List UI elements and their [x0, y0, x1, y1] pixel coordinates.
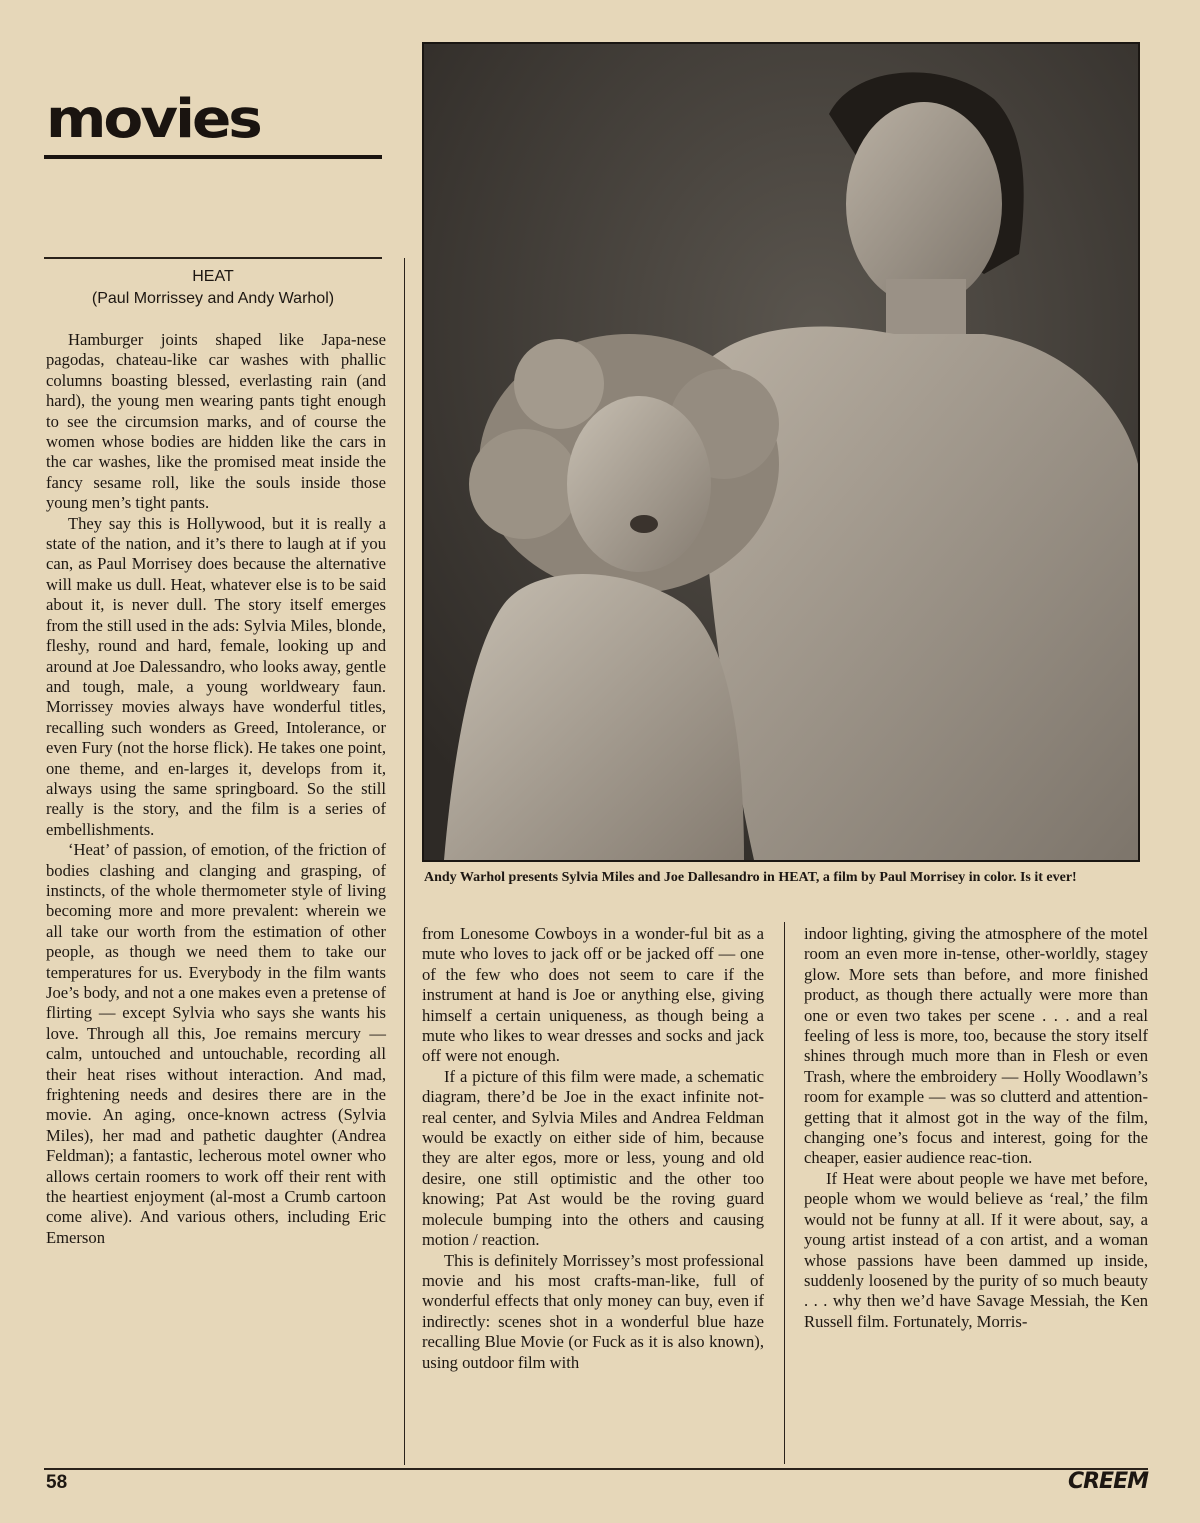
- article-column-1: [46, 330, 386, 1248]
- paragraph: indoor lighting, giving the atmosphere of the motel room an even more in-tense, other-worldly, stagey glow. More sets than before, and more finished product, as though there actually were more than one or even two takes per scene . . . and a real feeling of less is more, too, because the story itself shines through much more than in Flesh or even Trash, where the embroidery — Holly Woodlawn’s room for example — was so clutterd and attention-getting that it almost got in the way of the film, changing one’s focus and interest, going for the cheaper, easier audience reac-tion.: [804, 924, 1148, 1168]
- paragraph: from Lonesome Cowboys in a wonder-ful bit as a mute who loves to jack off or be jacked off — one of the few who does not seem to care if the instrument at hand is Joe or anything else, giving himself a certain uniqueness, as though being a mute who likes to wear dresses and socks and jack off were not enough.: [422, 924, 764, 1066]
- article-column-2: [422, 924, 764, 1373]
- review-header-rule: [44, 257, 382, 259]
- photo-illustration: [424, 44, 1138, 860]
- photo-caption: Andy Warhol presents Sylvia Miles and Joe Dallesandro in HEAT, a film by Paul Morrisey in color. Is it ever!: [424, 870, 1077, 885]
- section-title: movies: [46, 87, 260, 150]
- paragraph: They say this is Hollywood, but it is really a state of the nation, and it’s there to laugh at if you can, as Paul Morrisey does because the alternative will make us dull. Heat, whatever else is to be said about it, is never dull. The story itself emerges from the still used in the ads: Sylvia Miles, blonde, fleshy, round and hard, female, looking up and around at Joe Dalessandro, who looks away, gentle and tough, male, a young worldweary faun. Morrissey movies always have wonderful titles, recalling such wonders as Greed, Intolerance, or even Fury (not the horse flick). He takes one point, one theme, and en-larges it, develops from it, always using the same springboard. So the still really is the story, and the film is a series of embellishments.: [46, 513, 386, 839]
- column-divider: [404, 258, 405, 1465]
- column-divider: [784, 922, 785, 1464]
- paragraph: If a picture of this film were made, a schematic diagram, there’d be Joe in the exact infinite not-real center, and Sylvia Miles and Andrea Feldman would be exactly on either side of him, because they are alter egos, more or less, young and old desire, one still optimistic and the other too knowing; Pat Ast would be the roving guard molecule bumping into the others and causing motion / reaction.: [422, 1066, 764, 1250]
- section-divider: [44, 155, 382, 159]
- review-title: HEAT: [192, 268, 234, 285]
- review-credit: (Paul Morrissey and Andy Warhol): [91, 290, 335, 307]
- paragraph: ‘Heat’ of passion, of emotion, of the friction of bodies clashing and clanging and grasping, of instincts, of the whole thermometer style of living becoming more and more prevalent: wherein we all take our worth from the estimation of other people, as though we need them to take our temperatures for us. Everybody in the film wants Joe’s body, and not a one makes even a pretense of flirting — except Sylvia who says she wants his love. Through all this, Joe remains mercury — calm, untouched and untouchable, recording all their heat rises without interaction. And mad, frightening needs and desires there are in the movie. An aging, once-known actress (Sylvia Miles), her mad and pathetic daughter (Andrea Feldman); a fantastic, lecherous motel owner who allows certain roomers to work off their rent with the heartiest enjoyment (al-most a Crumb cartoon come alive). And various others, including Eric Emerson: [46, 840, 386, 1247]
- film-still-photo: [422, 42, 1140, 862]
- paragraph: This is definitely Morrissey’s most professional movie and his most crafts-man-like, full of wonderful effects that only money can buy, even if indirectly: scenes shot in a wonderful blue haze recalling Blue Movie (or Fuck as it is also known), using outdoor film with: [422, 1250, 764, 1372]
- paragraph: If Heat were about people we have met before, people whom we would believe as ‘real,’ the film would not be funny at all. If it were about, say, a young artist instead of a con artist, and a woman whose passions have been dammed up inside, suddenly loosened by the purity of so much beauty . . . why then we’d have Savage Messiah, the Ken Russell film. Fortunately, Morris-: [804, 1168, 1148, 1331]
- page-number: 58: [46, 1472, 68, 1493]
- paragraph: Hamburger joints shaped like Japa-nese pagodas, chateau-like car washes with phallic columns boasting blessed, everlasting rain (and hard), the young men wearing pants tight enough to see the circumsion marks, and of course the women whose bodies are hidden like the cars in the car washes, like the promised meat inside the fancy sesame roll, like the souls inside those young men’s tight pants.: [46, 330, 386, 513]
- magazine-logo: CREEM: [1067, 1469, 1148, 1494]
- footer-rule: [44, 1468, 1148, 1470]
- article-column-3: [804, 924, 1148, 1332]
